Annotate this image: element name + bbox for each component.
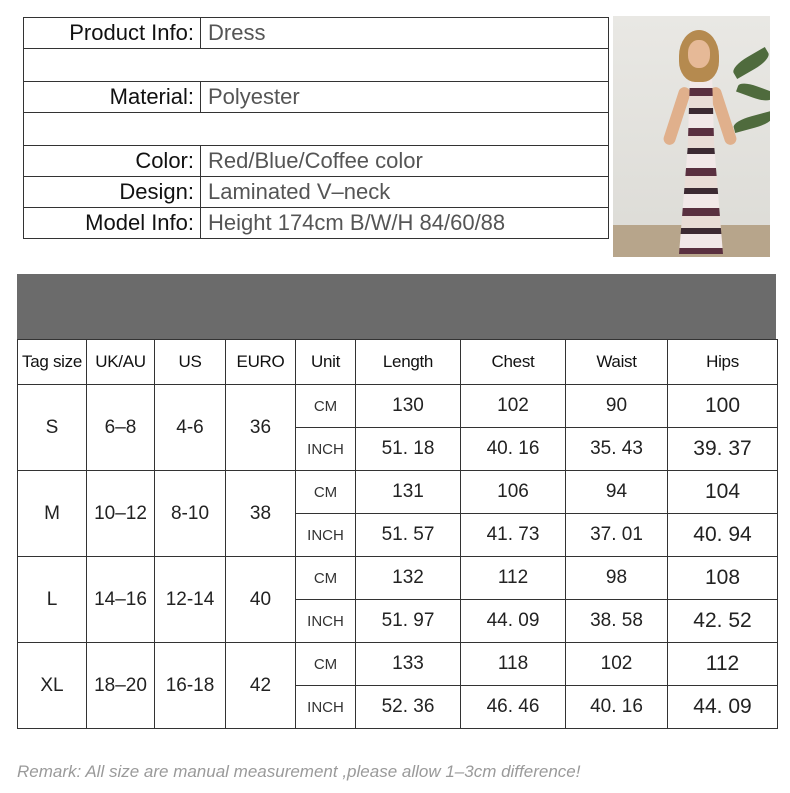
- chest-cell: 44. 09: [461, 600, 566, 643]
- length-cell: 131: [356, 471, 461, 514]
- chest-cell: 106: [461, 471, 566, 514]
- info-row-color: [24, 146, 609, 177]
- info-key: Product Info:: [24, 18, 201, 49]
- product-info-table: [23, 17, 609, 239]
- column-header: EURO: [226, 340, 296, 385]
- palm-leaf: [730, 47, 770, 79]
- column-header: US: [155, 340, 226, 385]
- unit-cell: INCH: [296, 428, 356, 471]
- tag-size-cell: L: [18, 557, 87, 643]
- model-face: [688, 40, 710, 68]
- euro-cell: 38: [226, 471, 296, 557]
- hips-cell: 40. 94: [668, 514, 778, 557]
- chest-cell: 40. 16: [461, 428, 566, 471]
- length-cell: 51. 57: [356, 514, 461, 557]
- size-chart-header-band: [17, 274, 776, 339]
- unit-cell: INCH: [296, 686, 356, 729]
- hips-cell: 112: [668, 643, 778, 686]
- waist-cell: 102: [566, 643, 668, 686]
- unit-cell: CM: [296, 471, 356, 514]
- tag-size-cell: M: [18, 471, 87, 557]
- waist-cell: 38. 58: [566, 600, 668, 643]
- uk-au-cell: 18–20: [87, 643, 155, 729]
- hips-cell: 100: [668, 385, 778, 428]
- euro-cell: 40: [226, 557, 296, 643]
- info-value: Dress: [201, 18, 609, 49]
- hips-cell: 44. 09: [668, 686, 778, 729]
- remark-note: Remark: All size are manual measurement ,please allow 1–3cm difference!: [17, 762, 581, 781]
- length-cell: 132: [356, 557, 461, 600]
- waist-cell: 35. 43: [566, 428, 668, 471]
- unit-cell: CM: [296, 557, 356, 600]
- size-chart-table: [17, 339, 778, 729]
- hips-cell: 108: [668, 557, 778, 600]
- size-chart-header-row: [18, 340, 778, 385]
- palm-leaf: [736, 80, 770, 104]
- euro-cell: 36: [226, 385, 296, 471]
- model-photo: [613, 16, 770, 257]
- info-key: Material:: [24, 82, 201, 113]
- info-row-design: [24, 177, 609, 208]
- column-header: Waist: [566, 340, 668, 385]
- length-cell: 133: [356, 643, 461, 686]
- waist-cell: 90: [566, 385, 668, 428]
- chest-cell: 112: [461, 557, 566, 600]
- chest-cell: 41. 73: [461, 514, 566, 557]
- waist-cell: 98: [566, 557, 668, 600]
- chest-cell: 102: [461, 385, 566, 428]
- uk-au-cell: 10–12: [87, 471, 155, 557]
- column-header: Hips: [668, 340, 778, 385]
- info-key: Color:: [24, 146, 201, 177]
- uk-au-cell: 6–8: [87, 385, 155, 471]
- info-spacer-row: [24, 49, 609, 82]
- info-value: Laminated V–neck: [201, 177, 609, 208]
- info-spacer-row: [24, 113, 609, 146]
- us-cell: 4-6: [155, 385, 226, 471]
- length-cell: 51. 18: [356, 428, 461, 471]
- length-cell: 51. 97: [356, 600, 461, 643]
- hips-cell: 104: [668, 471, 778, 514]
- tag-size-cell: XL: [18, 643, 87, 729]
- waist-cell: 94: [566, 471, 668, 514]
- table-row: [18, 557, 778, 600]
- model-arm: [662, 86, 692, 147]
- column-header: UK/AU: [87, 340, 155, 385]
- info-row-model: [24, 208, 609, 239]
- us-cell: 8-10: [155, 471, 226, 557]
- palm-leaf: [732, 111, 770, 133]
- info-value: Polyester: [201, 82, 609, 113]
- us-cell: 16-18: [155, 643, 226, 729]
- euro-cell: 42: [226, 643, 296, 729]
- column-header: Length: [356, 340, 461, 385]
- chest-cell: 46. 46: [461, 686, 566, 729]
- chest-cell: 118: [461, 643, 566, 686]
- info-key: Model Info:: [24, 208, 201, 239]
- info-row-material: [24, 82, 609, 113]
- table-row: [18, 471, 778, 514]
- tag-size-cell: S: [18, 385, 87, 471]
- info-row-product: [24, 18, 609, 49]
- column-header: Unit: [296, 340, 356, 385]
- hips-cell: 39. 37: [668, 428, 778, 471]
- table-row: [18, 643, 778, 686]
- length-cell: 52. 36: [356, 686, 461, 729]
- waist-cell: 40. 16: [566, 686, 668, 729]
- unit-cell: CM: [296, 643, 356, 686]
- length-cell: 130: [356, 385, 461, 428]
- info-value: Height 174cm B/W/H 84/60/88: [201, 208, 609, 239]
- column-header: Tag size: [18, 340, 87, 385]
- unit-cell: INCH: [296, 514, 356, 557]
- hips-cell: 42. 52: [668, 600, 778, 643]
- uk-au-cell: 14–16: [87, 557, 155, 643]
- table-row: [18, 385, 778, 428]
- info-value: Red/Blue/Coffee color: [201, 146, 609, 177]
- waist-cell: 37. 01: [566, 514, 668, 557]
- unit-cell: CM: [296, 385, 356, 428]
- info-key: Design:: [24, 177, 201, 208]
- us-cell: 12-14: [155, 557, 226, 643]
- unit-cell: INCH: [296, 600, 356, 643]
- column-header: Chest: [461, 340, 566, 385]
